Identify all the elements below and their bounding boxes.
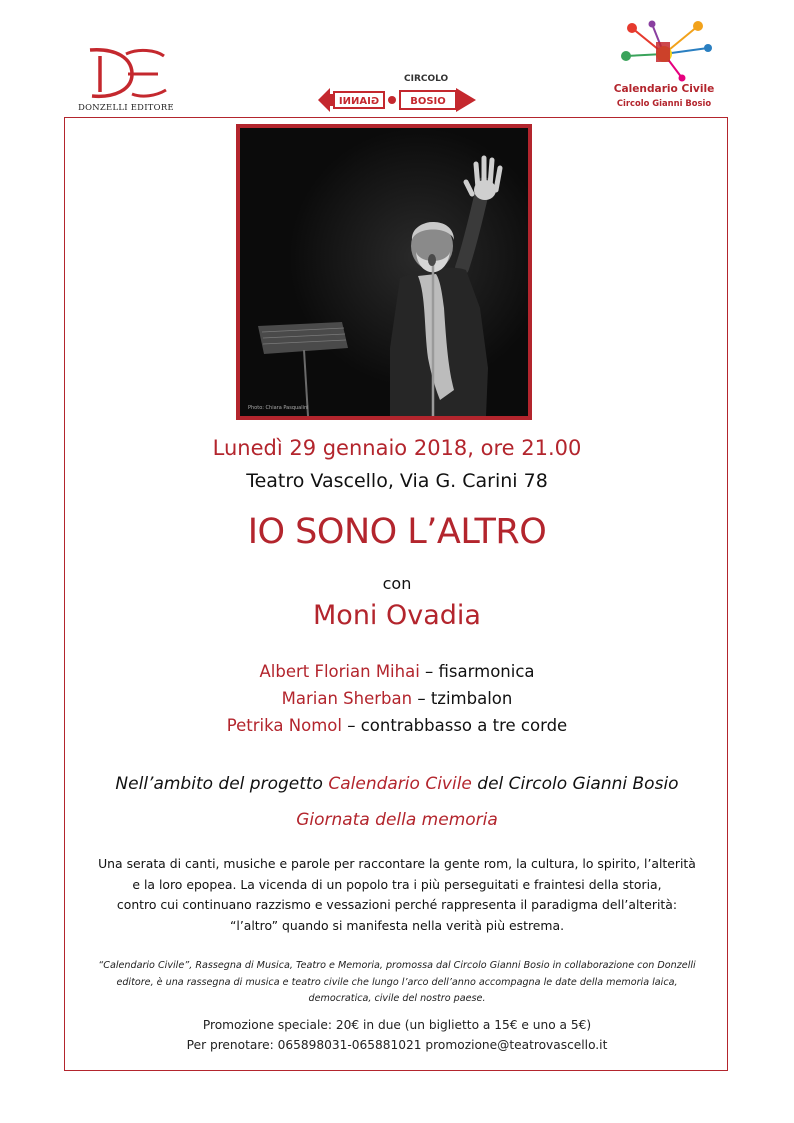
- memory-day: Giornata della memoria: [296, 810, 498, 830]
- musician-line: [0, 662, 794, 681]
- musician-name: Marian Sherban: [281, 689, 413, 708]
- donzelli-logo: [76, 44, 176, 116]
- project-name: Calendario Civile: [328, 774, 472, 794]
- calendario-logo-line2: Circolo Gianni Bosio: [616, 98, 712, 108]
- event-description: [0, 854, 794, 936]
- photo-credit: Photo: Chiara Pasqualini: [248, 405, 309, 411]
- musician-role: – tzimbalon: [412, 689, 513, 708]
- note-line: editore, è una rassegna di musica e teatro civile che lungo l’arco dell’anno accompagna le date della memoria laica,: [116, 976, 678, 988]
- calendario-logo-line1: Calendario Civile: [613, 83, 715, 95]
- event-with: con: [382, 574, 412, 593]
- project-after: del Circolo Gianni Bosio: [471, 774, 679, 794]
- circolo-bosio-text: BOSIO: [410, 96, 446, 107]
- project-before: Nell’ambito del progetto: [115, 774, 329, 794]
- performer-photo: [236, 124, 532, 420]
- performer-silhouette: [240, 128, 528, 416]
- calendario-starburst-graphic: [612, 20, 716, 82]
- donzelli-logo-mark: [76, 44, 176, 102]
- promo-info: [0, 1015, 794, 1055]
- project-line: [0, 774, 794, 794]
- circolo-logo: [316, 74, 478, 114]
- description-line: contro cui continuano razzismo e vessazioni perché rappresenta il paradigma dell’alterità:: [116, 897, 678, 912]
- event-venue: Teatro Vascello, Via G. Carini 78: [246, 470, 548, 492]
- circolo-gianni-text: GIANNI: [338, 96, 380, 107]
- musician-name: Petrika Nomol: [226, 716, 342, 735]
- description-line: “l’altro” quando si manifesta nella verità più estrema.: [229, 917, 565, 933]
- donzelli-logo-text: DONZELLI EDITORE: [78, 102, 174, 112]
- series-note: [0, 958, 794, 1008]
- note-line: “Calendario Civile”, Rassegna di Musica, Teatro e Memoria, promossa dal Circolo Gianni Bosio in collaborazione con Donzelli: [98, 960, 696, 971]
- description-line: e la loro epopea. La vicenda di un popolo tra i più perseguitati e fraintesi della storia,: [132, 876, 662, 892]
- booking-line: Per prenotare: 065898031-065881021 promozione@teatrovascello.it: [186, 1038, 608, 1052]
- event-date: Lunedì 29 gennaio 2018, ore 21.00: [212, 436, 582, 460]
- calendario-civile-logo: [612, 20, 716, 116]
- musician-role: – fisarmonica: [419, 662, 535, 681]
- musician-name: Albert Florian Mihai: [259, 662, 420, 681]
- performer-photo-image: [240, 128, 528, 416]
- description-line: Una serata di canti, musiche e parole per raccontare la gente rom, la cultura, lo spirito, l’alterità: [98, 856, 696, 871]
- circolo-logo-top: CIRCOLO: [404, 74, 449, 84]
- circolo-logo-arrows: [316, 74, 478, 114]
- event-star: Moni Ovadia: [313, 600, 481, 631]
- event-title: IO SONO L’ALTRO: [247, 512, 547, 552]
- promo-line: Promozione speciale: 20€ in due (un biglietto a 15€ e uno a 5€): [202, 1018, 592, 1032]
- note-line: democratica, civile del nostro paese.: [308, 993, 486, 1004]
- musician-line: [0, 689, 794, 708]
- musician-role: – contrabbasso a tre corde: [341, 716, 568, 735]
- musician-line: [0, 716, 794, 735]
